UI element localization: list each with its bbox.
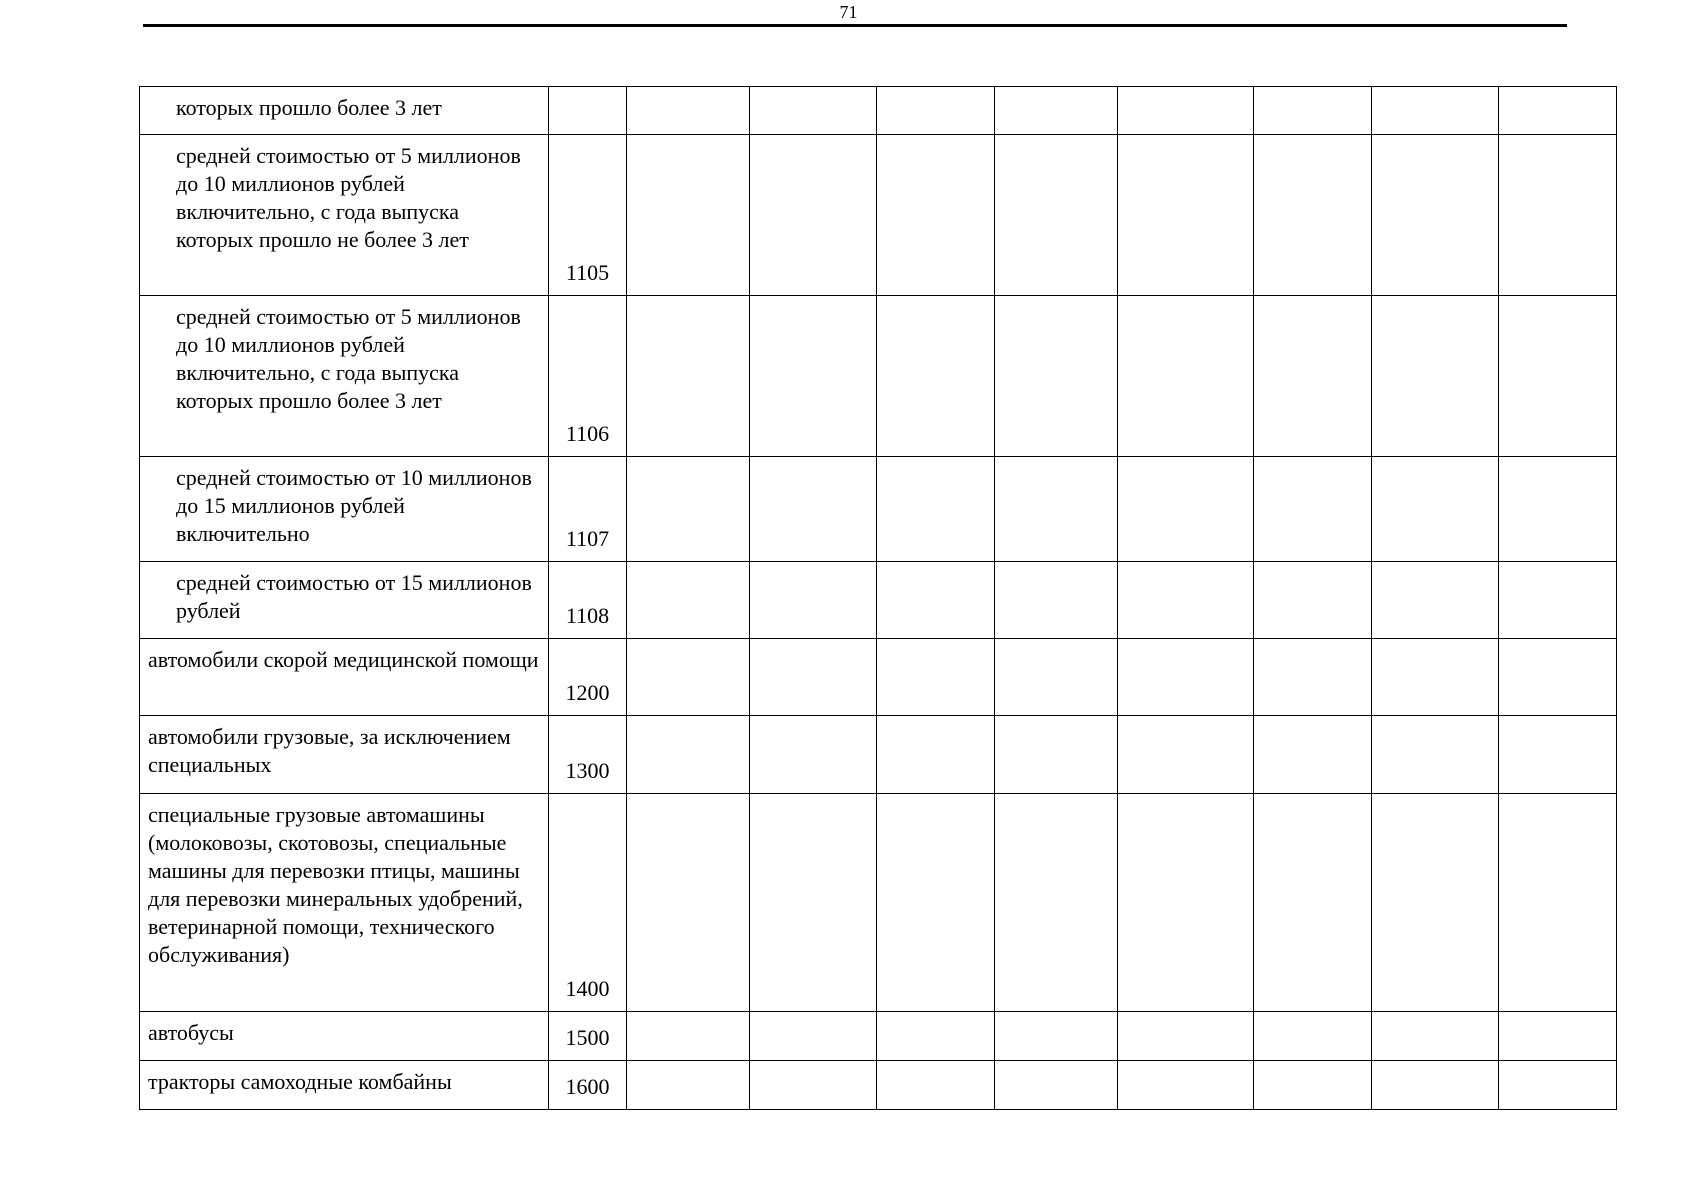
value-cell xyxy=(1254,1012,1372,1061)
row-name-cell: средней стоимостью от 15 миллионов рублей xyxy=(140,562,549,639)
value-cell xyxy=(995,1012,1118,1061)
value-cell xyxy=(1254,794,1372,1012)
value-cell xyxy=(627,562,750,639)
value-cell xyxy=(750,296,877,457)
value-cell xyxy=(750,562,877,639)
row-name-cell: средней стоимостью от 5 миллионов до 10 миллионов рублей включительно, с года выпуска которых прошло более 3 лет xyxy=(140,296,549,457)
value-cell xyxy=(1118,457,1254,562)
table-row xyxy=(140,716,1617,794)
value-cell xyxy=(995,794,1118,1012)
row-name-cell: специальные грузовые автомашины (молоковозы, скотовозы, специальные машины для перевозки птицы, машины для перевозки минеральных удобрений, ветеринарной помощи, технического обслуживания) xyxy=(140,794,549,1012)
value-cell xyxy=(1118,639,1254,716)
value-cell xyxy=(995,296,1118,457)
value-cell xyxy=(877,1061,995,1110)
value-cell xyxy=(627,296,750,457)
table-row xyxy=(140,296,1617,457)
row-name-cell: тракторы самоходные комбайны xyxy=(140,1061,549,1110)
value-cell xyxy=(627,716,750,794)
value-cell xyxy=(1254,639,1372,716)
row-name-cell: которых прошло более 3 лет xyxy=(140,87,549,135)
value-cell xyxy=(1372,296,1499,457)
value-cell xyxy=(750,1061,877,1110)
row-name-cell: средней стоимостью от 10 миллионов до 15 миллионов рублей включительно xyxy=(140,457,549,562)
vehicle-form-table xyxy=(139,86,1617,1110)
value-cell xyxy=(1254,87,1372,135)
value-cell xyxy=(627,1012,750,1061)
value-cell xyxy=(750,1012,877,1061)
value-cell xyxy=(750,87,877,135)
value-cell xyxy=(750,639,877,716)
value-cell xyxy=(1118,1012,1254,1061)
value-cell xyxy=(877,794,995,1012)
value-cell xyxy=(995,457,1118,562)
value-cell xyxy=(1372,1061,1499,1110)
value-cell xyxy=(1372,716,1499,794)
row-code-cell: 1105 xyxy=(549,135,627,296)
value-cell xyxy=(877,135,995,296)
table-row xyxy=(140,1061,1617,1110)
value-cell xyxy=(1254,1061,1372,1110)
value-cell xyxy=(1118,135,1254,296)
value-cell xyxy=(877,1012,995,1061)
value-cell xyxy=(1118,296,1254,457)
value-cell xyxy=(1372,87,1499,135)
value-cell xyxy=(877,87,995,135)
value-cell xyxy=(1254,296,1372,457)
value-cell xyxy=(1499,457,1617,562)
value-cell xyxy=(1499,716,1617,794)
row-code-cell: 1106 xyxy=(549,296,627,457)
value-cell xyxy=(627,457,750,562)
value-cell xyxy=(995,716,1118,794)
value-cell xyxy=(995,135,1118,296)
row-code-cell: 1200 xyxy=(549,639,627,716)
value-cell xyxy=(1372,1012,1499,1061)
value-cell xyxy=(1499,296,1617,457)
value-cell xyxy=(1372,639,1499,716)
value-cell xyxy=(1499,794,1617,1012)
table-row xyxy=(140,87,1617,135)
value-cell xyxy=(1372,457,1499,562)
value-cell xyxy=(750,794,877,1012)
value-cell xyxy=(627,1061,750,1110)
value-cell xyxy=(1499,562,1617,639)
value-cell xyxy=(1499,639,1617,716)
value-cell xyxy=(1254,457,1372,562)
value-cell xyxy=(995,639,1118,716)
value-cell xyxy=(877,639,995,716)
value-cell xyxy=(1254,562,1372,639)
value-cell xyxy=(1499,1061,1617,1110)
value-cell xyxy=(1118,794,1254,1012)
row-name-cell: автомобили скорой медицинской помощи xyxy=(140,639,549,716)
row-code-cell xyxy=(549,87,627,135)
value-cell xyxy=(877,296,995,457)
row-code-cell: 1107 xyxy=(549,457,627,562)
value-cell xyxy=(627,794,750,1012)
value-cell xyxy=(1118,562,1254,639)
value-cell xyxy=(877,716,995,794)
value-cell xyxy=(1254,716,1372,794)
value-cell xyxy=(877,457,995,562)
row-name-cell: автобусы xyxy=(140,1012,549,1061)
value-cell xyxy=(1118,87,1254,135)
row-code-cell: 1108 xyxy=(549,562,627,639)
value-cell xyxy=(995,87,1118,135)
value-cell xyxy=(1254,135,1372,296)
value-cell xyxy=(1499,87,1617,135)
row-code-cell: 1400 xyxy=(549,794,627,1012)
table-row xyxy=(140,794,1617,1012)
page-number: 71 xyxy=(839,2,858,22)
value-cell xyxy=(627,87,750,135)
value-cell xyxy=(750,457,877,562)
value-cell xyxy=(750,135,877,296)
value-cell xyxy=(1499,1012,1617,1061)
value-cell xyxy=(1372,794,1499,1012)
table-row xyxy=(140,1012,1617,1061)
row-name-cell: средней стоимостью от 5 миллионов до 10 миллионов рублей включительно, с года выпуска которых прошло не более 3 лет xyxy=(140,135,549,296)
row-code-cell: 1600 xyxy=(549,1061,627,1110)
row-code-cell: 1500 xyxy=(549,1012,627,1061)
table-row xyxy=(140,639,1617,716)
row-code-cell: 1300 xyxy=(549,716,627,794)
value-cell xyxy=(1499,135,1617,296)
value-cell xyxy=(995,1061,1118,1110)
table-row xyxy=(140,562,1617,639)
value-cell xyxy=(1118,1061,1254,1110)
value-cell xyxy=(627,135,750,296)
value-cell xyxy=(877,562,995,639)
value-cell xyxy=(627,639,750,716)
table-row xyxy=(140,457,1617,562)
value-cell xyxy=(750,716,877,794)
header-rule xyxy=(143,24,1567,27)
value-cell xyxy=(1372,135,1499,296)
value-cell xyxy=(1372,562,1499,639)
value-cell xyxy=(1118,716,1254,794)
value-cell xyxy=(995,562,1118,639)
row-name-cell: автомобили грузовые, за исключением специальных xyxy=(140,716,549,794)
table-row xyxy=(140,135,1617,296)
